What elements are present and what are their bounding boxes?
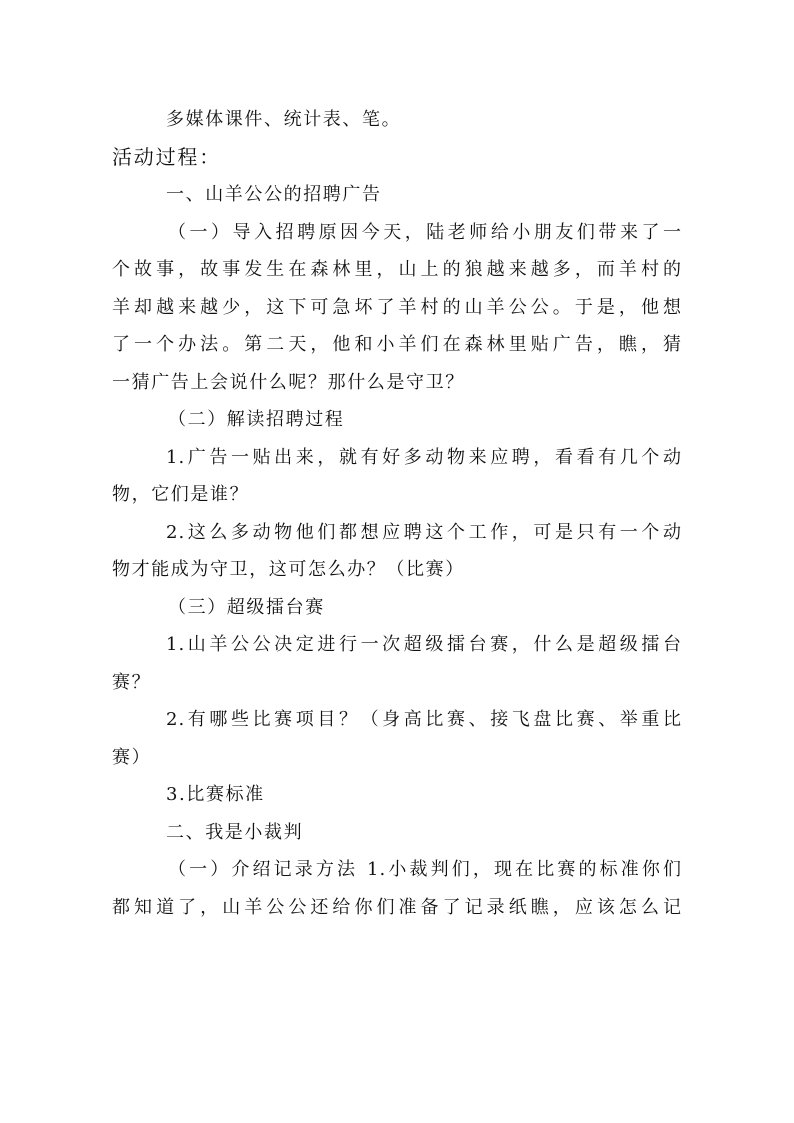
part-one-heading: 一、山羊公公的招聘广告 [166, 184, 382, 205]
subsection-heading: （三）超级擂台赛 [168, 596, 325, 618]
part-two-heading: 二、我是小裁判 [166, 821, 304, 843]
document-body [112, 101, 682, 926]
paragraph-line: 一猜广告上会说什么呢？那什么是守卫？ [112, 371, 465, 393]
paragraph-line: 物才能成为守卫，这可怎么办？（比赛） [112, 559, 465, 580]
paragraph-line: 2.有哪些比赛项目？（身高比赛、接飞盘比赛、举重比 [166, 709, 682, 730]
paragraph-line: 羊却越来越少，这下可急坏了羊村的山羊公公。于是，他想 [112, 296, 682, 318]
paragraph-line: （一）导入招聘原因今天，陆老师给小朋友们带来了一 [168, 221, 682, 243]
paragraph-line: 3.比赛标准 [166, 784, 265, 805]
paragraph-line: 2.这么多动物他们都想应聘这个工作，可是只有一个动 [166, 521, 682, 543]
paragraph-line: 1.广告一贴出来，就有好多动物来应聘，看看有几个动 [166, 446, 682, 468]
materials-line: 多媒体课件、统计表、笔。 [166, 109, 402, 130]
paragraph-line: 赛） [112, 746, 152, 768]
subsection-heading: （二）解读招聘过程 [168, 409, 345, 430]
paragraph-line: 都知道了，山羊公公还给你们准备了记录纸瞧，应该怎么记 [112, 896, 682, 918]
paragraph-line: 物，它们是谁？ [112, 484, 250, 505]
paragraph-line: 1.山羊公公决定进行一次超级擂台赛，什么是超级擂台 [166, 634, 682, 655]
paragraph-line: 个故事，故事发生在森林里，山上的狼越来越多，而羊村的 [112, 259, 682, 280]
paragraph-line: 了一个办法。第二天，他和小羊们在森林里贴广告，瞧，猜 [112, 334, 682, 355]
paragraph-line: 赛？ [112, 671, 152, 693]
section-heading-activity-process: 活动过程： [112, 144, 221, 169]
paragraph-line: （一）介绍记录方法 1.小裁判们，现在比赛的标准你们 [168, 859, 682, 880]
